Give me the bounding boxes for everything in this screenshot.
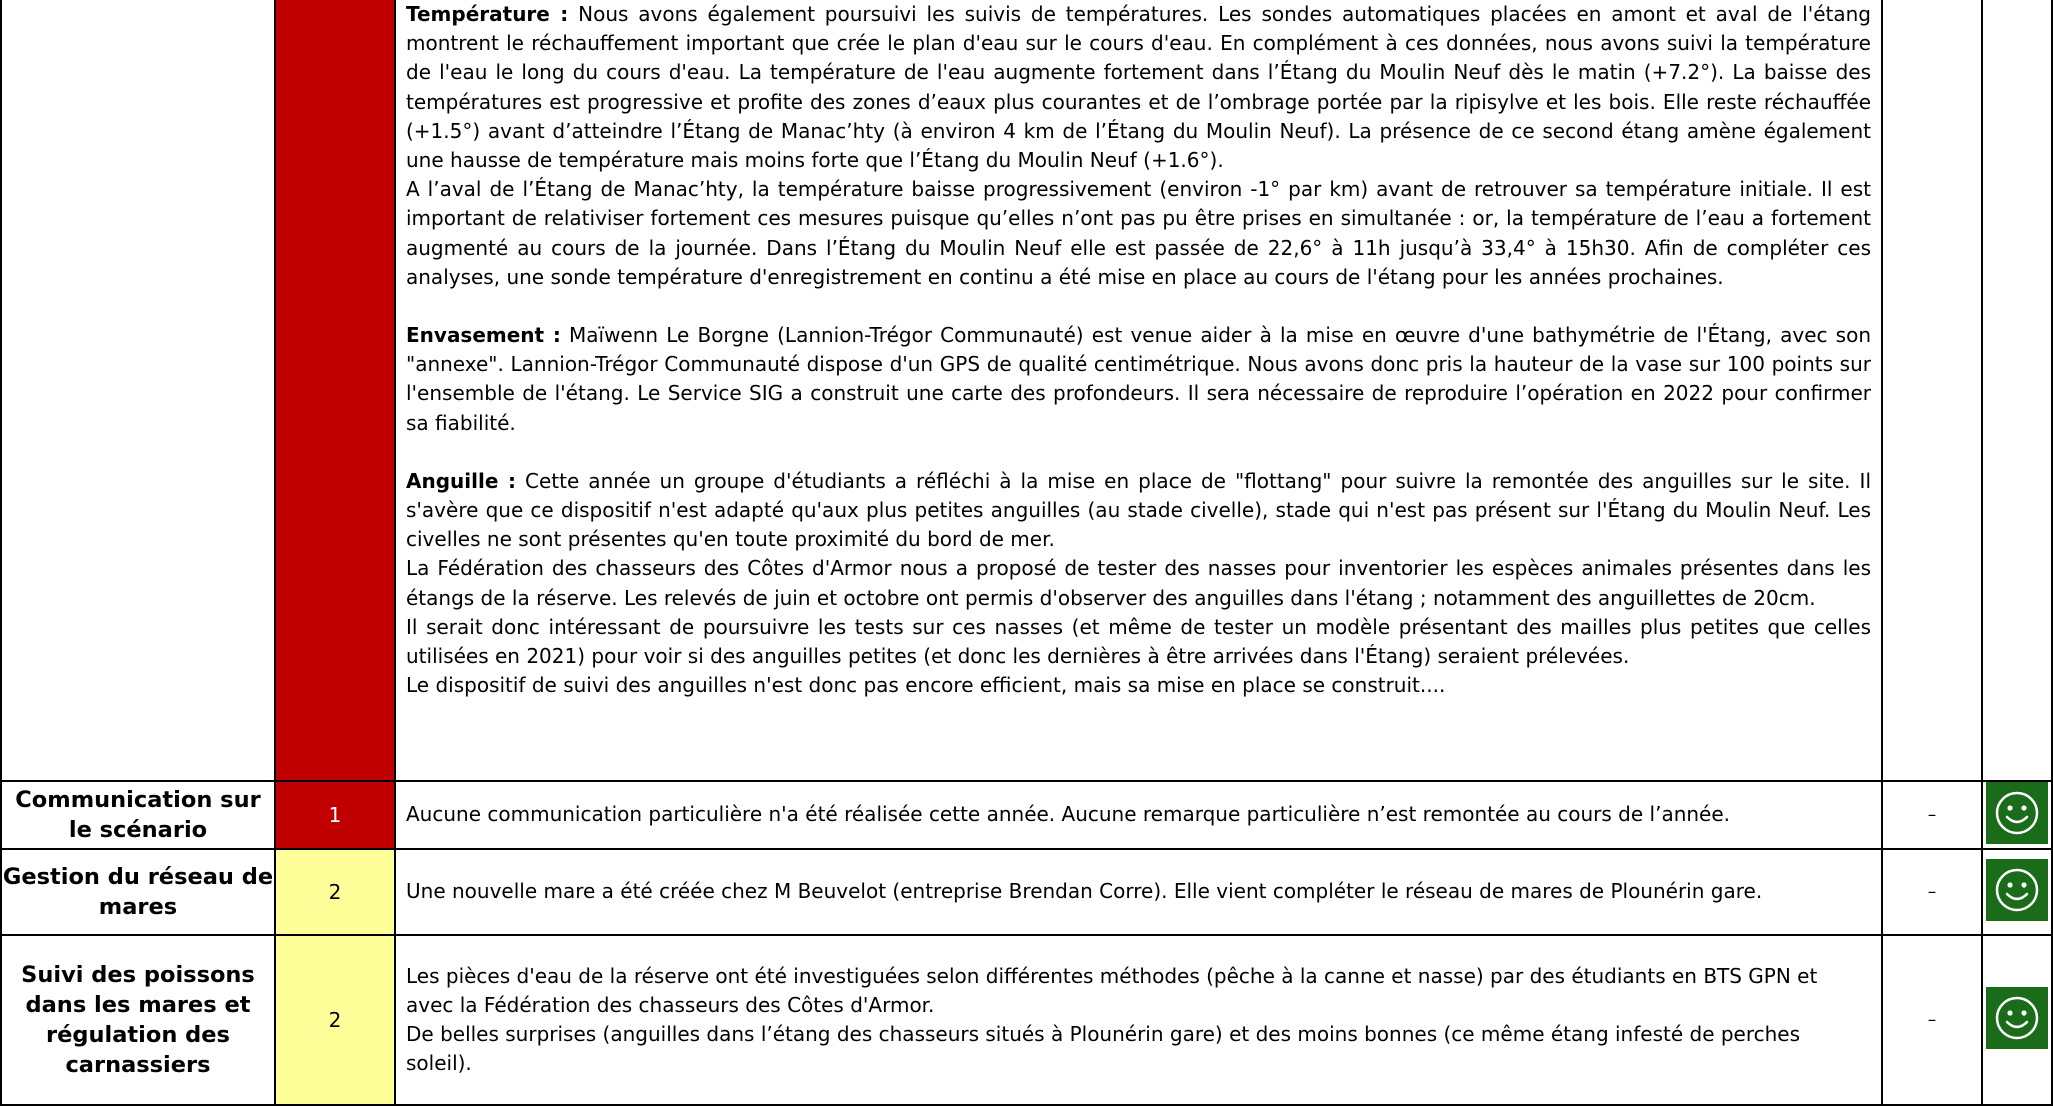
paragraph-temperature-2: A l’aval de l’Étang de Manac’hty, la température baisse progressivement (environ -1° par km) avant de retrouver sa température initiale. Il est important de relativiser fortement ces mesures puisque qu’elles n’ont pas pu être prises en simultanée : or, la température de l’eau a fortement augmenté au cours de la journée. Dans l’Étang du Moulin Neuf elle est passée de 22,6° à 11h jusqu’à 33,4° à 15h30. Afin de compléter ces analyses, une sonde température d'enregistrement en continu a été mise en place au cours de l'étang pour les années prochaines. [406, 177, 1871, 289]
paragraph-anguille-4: Le dispositif de suivi des anguilles n'est donc pas encore efficient, mais sa mise en place se construit.... [406, 673, 1446, 698]
status-cell [1982, 935, 2052, 1105]
table-row [1, 0, 2052, 781]
status-cell [1982, 781, 2052, 849]
row-label: Gestion du réseau de mares [1, 849, 275, 935]
priority-cell [275, 0, 395, 781]
text-temperature-1: Nous avons également poursuivi les suivis de températures. Les sondes automatiques placées en amont et aval de l'étang montrent le réchauffement important que crée le plan d'eau sur le cours d'eau. En complément à ces données, nous avons suivi la température de l'eau le long du cours d'eau. La température de l'eau augmente fortement dans l’Étang du Moulin Neuf dès le matin (+7.2°). La baisse des températures est progressive et profite des zones d’eaux plus courantes et de l’ombrage portée par la ripisylve et les bois. Elle reste réchauffée (+1.5°) avant d’atteindre l’Étang de Manac’hty (à environ 4 km de l’Étang du Moulin Neuf). La présence de ce second étang amène également une hausse de température mais moins forte que l’Étang du Moulin Neuf (+1.6°). [406, 2, 1872, 173]
description-text: Les pièces d'eau de la réserve ont été investiguées selon différentes méthodes (pêche à la canne et nasse) par des étudiants en BTS GPN et avec la Fédération des chasseurs des Côtes d'Armor. [406, 963, 1818, 1017]
paragraph-anguille-3: Il serait donc intéressant de poursuivre les tests sur ces nasses (et même de tester un modèle présentant des mailles plus petites que celles utilisées en 2021) pour voir si des anguilles petites (et donc les dernières à être arrivées dans l'Étang) seraient prélevées. [406, 614, 1871, 669]
row-label: Communication sur le scénario [1, 781, 275, 849]
heading-envasement: Envasement : [406, 323, 561, 348]
text-anguille-1: Cette année un groupe d'étudiants a réfléchi à la mise en place de "flottang" pour suivre la remontée des anguilles sur le site. Il s'avère que ce dispositif n'est adapté qu'aux plus petites anguilles (au stade civelle), stade qui n'est pas présent sur l'Étang du Moulin Neuf. Les civelles ne sont présentes qu'en toute proximité du bord de mer. [406, 468, 1872, 552]
trend-cell: – [1882, 849, 1982, 935]
trend-cell: – [1882, 781, 1982, 849]
trend-cell: – [1882, 935, 1982, 1105]
description-cell [395, 935, 1882, 1105]
table-row [1, 935, 2052, 1105]
table-row [1, 781, 2052, 849]
paragraph-anguille-2: La Fédération des chasseurs des Côtes d'Armor nous a proposé de tester des nasses pour inventorier les espèces animales présentes dans les étangs de la réserve. Les relevés de juin et octobre ont permis d'observer des anguilles dans l'étang ; notamment des anguillettes de 20cm. [406, 556, 1871, 610]
text-envasement-1: Maïwenn Le Borgne (Lannion-Trégor Communauté) est venue aider à la mise en œuvre d'une bathymétrie de l'Étang, avec son "annexe". Lannion-Trégor Communauté dispose d'un GPS de qualité centimétrique. Nous avons donc pris la hauteur de la vase sur 100 points sur l'ensemble de l'étang. Le Service SIG a construit une carte des profondeurs. Il sera nécessaire de reproduire l’opération en 2022 pour confirmer sa fiabilité. [406, 323, 1871, 435]
description-cell [395, 849, 1882, 935]
status-cell [1982, 0, 2052, 781]
priority-cell: 2 [275, 935, 395, 1105]
trend-cell [1882, 0, 1982, 781]
description-text: Une nouvelle mare a été créée chez M Beuvelot (entreprise Brendan Corre). Elle vient compléter le réseau de mares de Plounérin gare. [406, 879, 1763, 904]
description-text: De belles surprises (anguilles dans l’étang des chasseurs situés à Plounérin gare) et des moins bonnes (ce même étang infesté de perches soleil). [406, 1022, 1801, 1076]
priority-cell: 2 [275, 849, 395, 935]
heading-temperature: Température : [406, 2, 569, 26]
priority-cell: 1 [275, 781, 395, 849]
table-row [1, 849, 2052, 935]
row-label-empty [1, 0, 275, 781]
status-cell [1982, 849, 2052, 935]
paragraph-envasement [406, 321, 1871, 438]
paragraph-temperature [406, 0, 1871, 175]
paragraph-anguille [406, 467, 1871, 555]
smiley-icon [1986, 782, 2048, 844]
smiley-icon [1986, 859, 2048, 921]
description-cell [395, 0, 1882, 781]
smiley-icon [1986, 987, 2048, 1049]
row-label: Suivi des poissons dans les mares et régulation des carnassiers [1, 935, 275, 1105]
description-cell [395, 781, 1882, 849]
heading-anguille: Anguille : [406, 468, 517, 493]
description-text: Aucune communication particulière n'a été réalisée cette année. Aucune remarque particulière n’est remontée au cours de l’année. [406, 802, 1731, 827]
